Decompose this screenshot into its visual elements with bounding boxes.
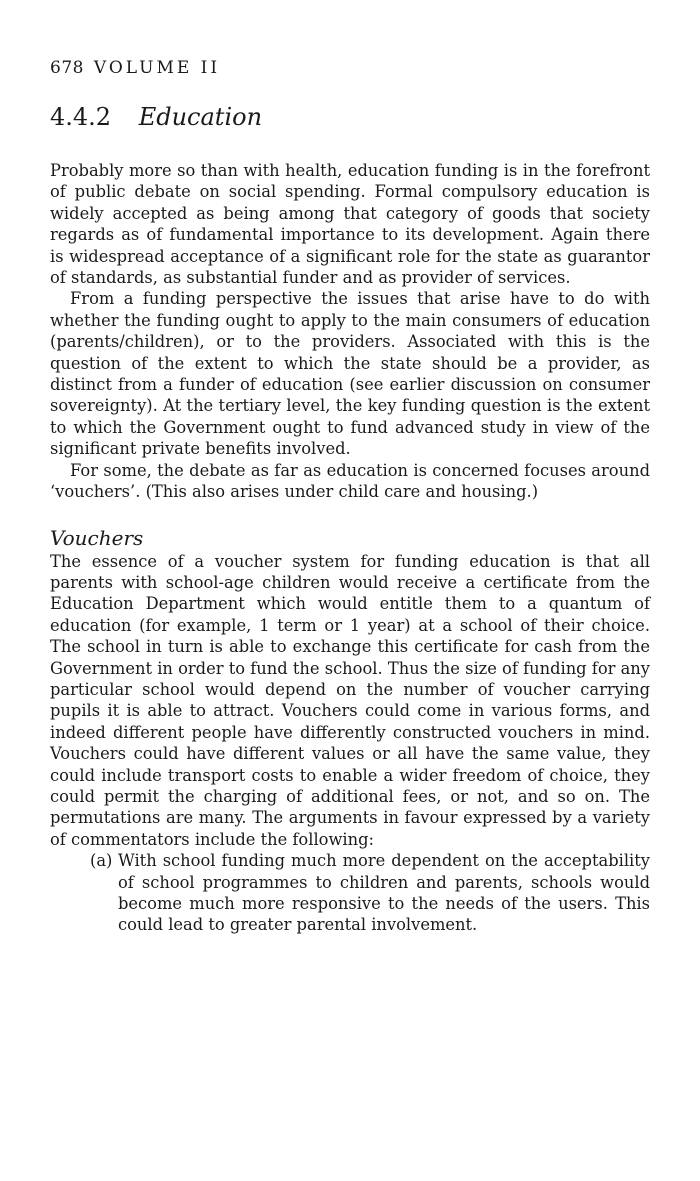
section-title: Education [138,103,263,131]
section-heading [50,102,650,132]
list-item-text: With school funding much more dependent on the acceptability of school programmes to children and parents, schools would become much more responsive to the needs of the users. This could lead to greater parental involvement. [118,851,650,935]
body-paragraph-1: Probably more so than with health, education funding is in the forefront of public debate on social spending. Formal compulsory education is widely accepted as being among that category of goods that society regards as of fundamental importance to its development. Again there is widespread acceptance of a significant role for the state as guarantor of standards, as substantial funder and as provider of services. [50,161,650,288]
list-item [90,850,650,936]
page [50,56,650,936]
subsection-heading: Vouchers [50,525,144,550]
list-item-marker: (a) [90,851,113,871]
page-number: 678 [50,58,84,78]
subsection-paragraph: The essence of a voucher system for funding education is that all parents with school-age children would receive a certificate from the Education Department which would entitle them to a quantum of education (for example, 1 term or 1 year) at a school of their choice. The school in turn is able to exchange this certificate for cash from the Government in order to fund the school. Thus the size of funding for any particular school would depend on the number of voucher carrying pupils it is able to attract. Vouchers could come in various forms, and indeed different people have differently constructed vouchers in mind. Vouchers could have different values or all have the same value, they could include transport costs to enable a wider freedom of choice, they could permit the charging of additional fees, or not, and so on. The permutations are many. The arguments in favour expressed by a variety of commentators include the following: [50,551,650,849]
section-number: 4.4.2 [50,103,112,131]
volume-label: VOLUME II [93,58,221,78]
running-head [50,56,650,80]
body-paragraph-2: From a funding perspective the issues that arise have to do with whether the funding ought to apply to the main consumers of education (parents/children), or to the providers. Associated with this is the question of the extent to which the state should be a provider, as distinct from a funder of education (see earlier discussion on consumer sovereignty). At the tertiary level, the key funding question is the extent to which the Government ought to fund advanced study in view of the significant private benefits involved. [50,289,650,459]
body-paragraph-3: For some, the debate as far as education is concerned focuses around ‘vouchers’. (This also arises under child care and housing.) [50,460,650,502]
